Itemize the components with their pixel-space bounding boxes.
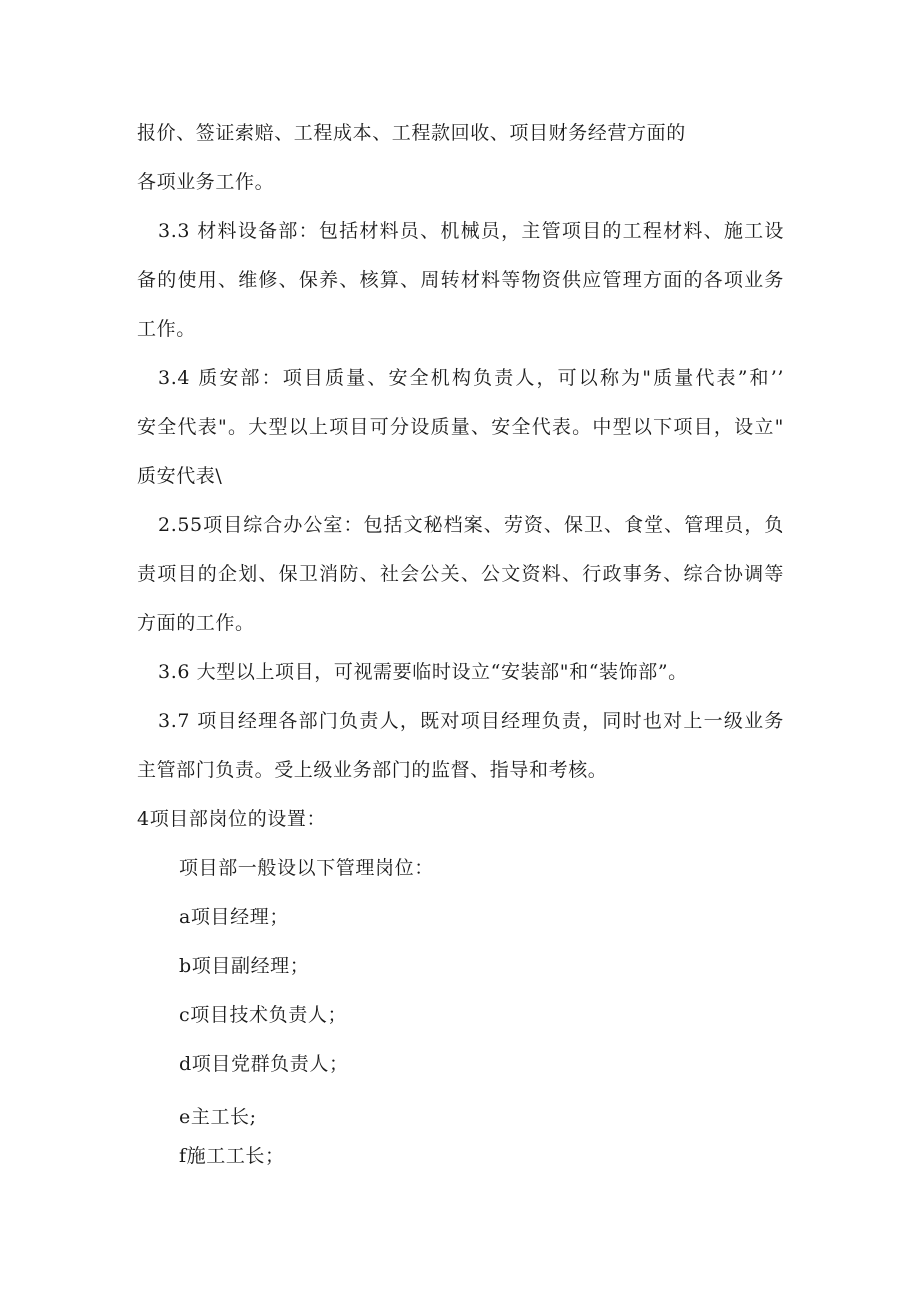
- list-item: e主工长;: [179, 1106, 257, 1128]
- paragraph-line: 备的使用、维修、保养、核算、周转材料等物资供应管理方面的各项业务: [137, 269, 784, 291]
- list-item: c项目技术负责人；: [179, 1004, 348, 1026]
- list-item: b项目副经理；: [179, 955, 310, 977]
- section-2-55-line: 2.55项目综合办公室：包括文秘档案、劳资、保卫、食堂、管理员，负: [158, 514, 784, 536]
- list-item: a项目经理；: [179, 906, 289, 928]
- section-heading: 4项目部岗位的设置：: [137, 808, 327, 830]
- paragraph-line: 主管部门负责。受上级业务部门的监督、指导和考核。: [137, 759, 608, 781]
- paragraph-line: 报价、签证索赔、工程成本、工程款回收、项目财务经营方面的: [137, 122, 686, 144]
- list-intro: 项目部一般设以下管理岗位：: [179, 857, 434, 879]
- section-3-6-line: 3.6 大型以上项目，可视需要临时设立“安装部"和“装饰部”。: [158, 661, 688, 683]
- section-3-3-line: 3.3 材料设备部：包括材料员、机械员，主管项目的工程材料、施工设: [158, 220, 784, 242]
- paragraph-line: 责项目的企划、保卫消防、社会公关、公文资料、行政事务、综合协调等: [137, 563, 784, 585]
- paragraph-line: 质安代表\: [137, 465, 223, 487]
- paragraph-line: 各项业务工作。: [137, 171, 275, 193]
- section-3-7-line: 3.7 项目经理各部门负责人，既对项目经理负责，同时也对上一级业务: [158, 710, 784, 732]
- section-3-4-line: 3.4 质安部：项目质量、安全机构负责人，可以称为"质量代表”和’’: [158, 367, 784, 389]
- list-item: f施工工长；: [179, 1145, 285, 1167]
- list-item: d项目党群负责人；: [179, 1053, 349, 1075]
- paragraph-line: 方面的工作。: [137, 612, 255, 634]
- paragraph-line: 安全代表"。大型以上项目可分设质量、安全代表。中型以下项目，设立": [137, 416, 784, 438]
- paragraph-line: 工作。: [137, 318, 196, 340]
